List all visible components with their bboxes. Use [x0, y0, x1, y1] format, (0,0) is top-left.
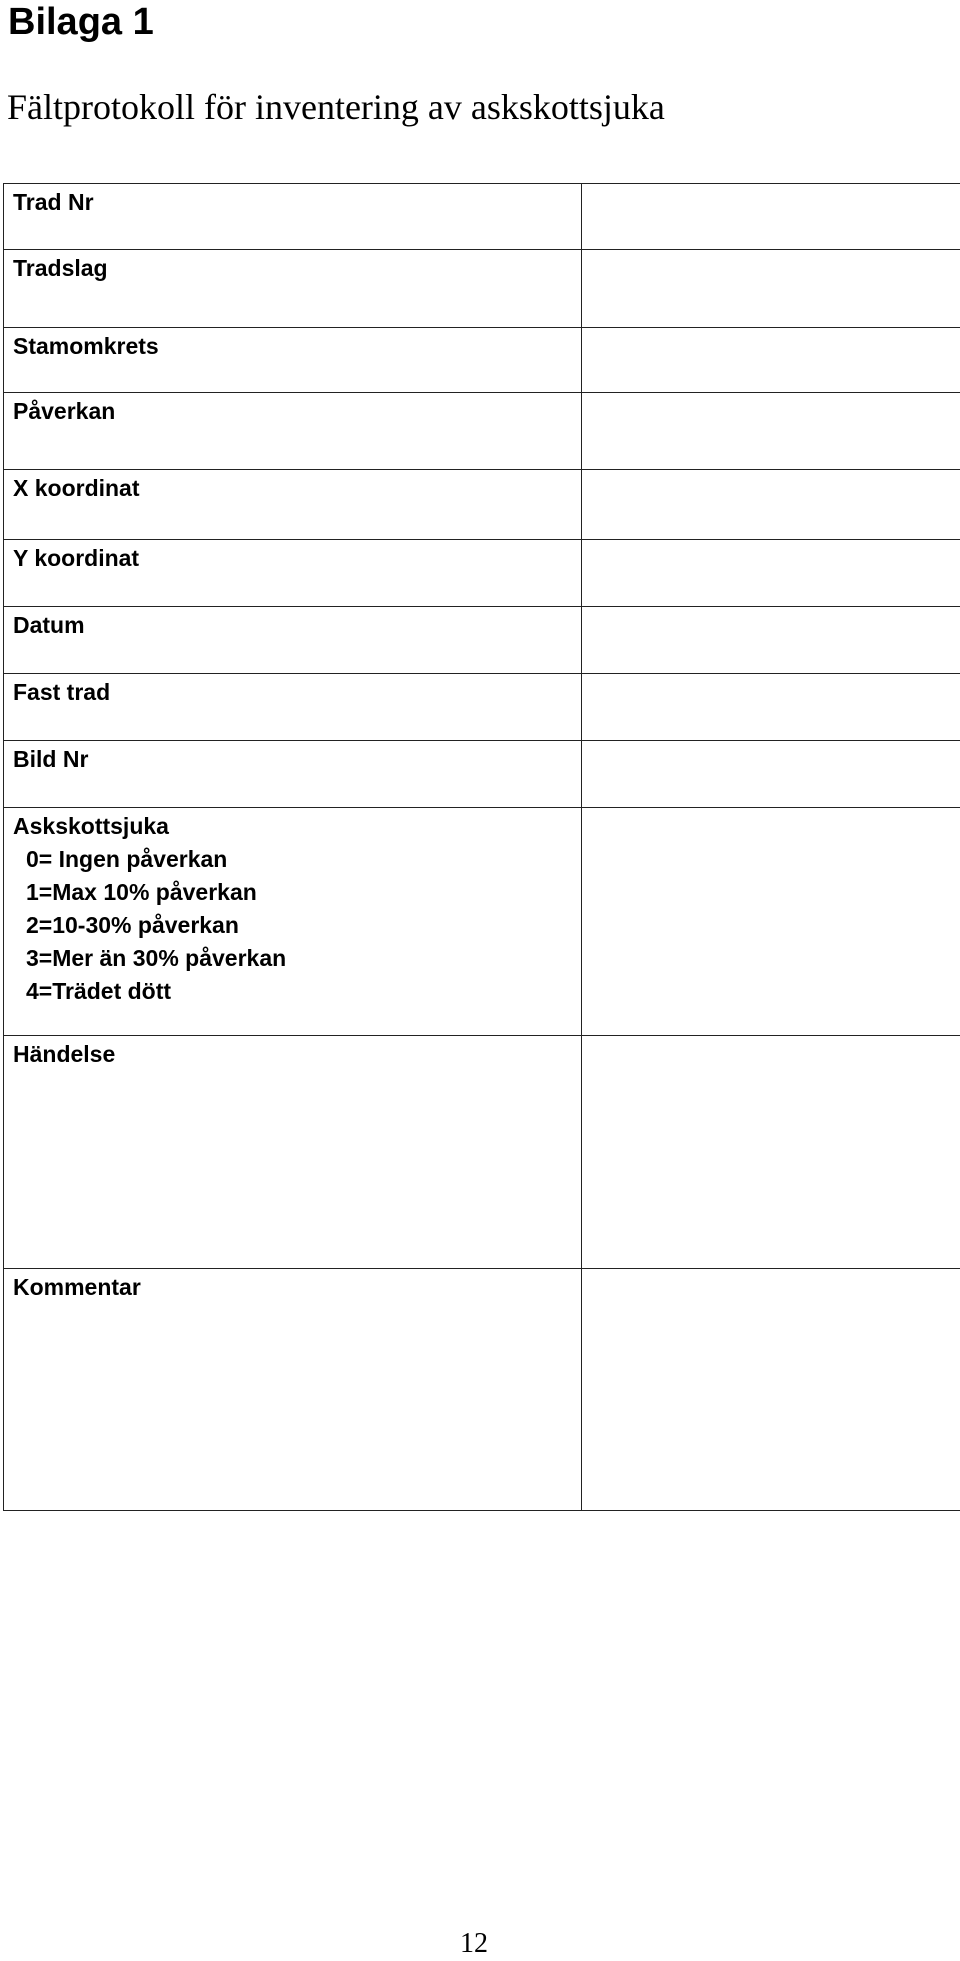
event-label: Händelse: [4, 1036, 582, 1269]
ash-dieback-field[interactable]: [582, 808, 960, 1036]
fixed-tree-field[interactable]: [582, 674, 960, 741]
form-row-comment: [4, 1269, 960, 1511]
form-row-x-coordinate: [4, 470, 960, 540]
form-title: Fältprotokoll för inventering av askskottsjuka: [7, 87, 665, 127]
form-row-trunk-circumference: [4, 328, 960, 393]
ash-dieback-label: Askskottsjuka: [13, 813, 169, 839]
tree-number-field[interactable]: [582, 184, 960, 250]
form-row-tree-number: [4, 184, 960, 250]
form-row-y-coordinate: [4, 540, 960, 607]
scale-option: 0= Ingen påverkan: [26, 846, 228, 872]
x-coordinate-label: X koordinat: [4, 470, 582, 540]
ash-dieback-label-cell: [4, 808, 582, 1036]
scale-option: 1=Max 10% påverkan: [26, 879, 257, 905]
form-row-impact: [4, 393, 960, 470]
scale-option: 4=Trädet dött: [26, 978, 172, 1004]
photo-number-field[interactable]: [582, 741, 960, 808]
impact-field[interactable]: [582, 393, 960, 470]
form-row-ash-dieback: [4, 808, 960, 1036]
form-row-fixed-tree: [4, 674, 960, 741]
tree-species-field[interactable]: [582, 250, 960, 328]
page-number: 12: [460, 1928, 488, 1959]
form-row-photo-number: [4, 741, 960, 808]
trunk-circumference-field[interactable]: [582, 328, 960, 393]
comment-label: Kommentar: [4, 1269, 582, 1511]
photo-number-label: Bild Nr: [4, 741, 582, 808]
scale-option: 2=10-30% påverkan: [26, 912, 239, 938]
appendix-title: Bilaga 1: [8, 1, 154, 43]
form-row-tree-species: [4, 250, 960, 328]
field-protocol-table: [3, 183, 960, 1511]
form-row-date: [4, 607, 960, 674]
y-coordinate-label: Y koordinat: [4, 540, 582, 607]
event-field[interactable]: [582, 1036, 960, 1269]
comment-field[interactable]: [582, 1269, 960, 1511]
date-label: Datum: [4, 607, 582, 674]
scale-option: 3=Mer än 30% påverkan: [26, 945, 287, 971]
trunk-circumference-label: Stamomkrets: [4, 328, 582, 393]
date-field[interactable]: [582, 607, 960, 674]
form-row-event: [4, 1036, 960, 1269]
x-coordinate-field[interactable]: [582, 470, 960, 540]
fixed-tree-label: Fast trad: [4, 674, 582, 741]
impact-label: Påverkan: [4, 393, 582, 470]
tree-species-label: Tradslag: [4, 250, 582, 328]
y-coordinate-field[interactable]: [582, 540, 960, 607]
tree-number-label: Trad Nr: [4, 184, 582, 250]
ash-dieback-scale-list: [13, 843, 296, 1008]
